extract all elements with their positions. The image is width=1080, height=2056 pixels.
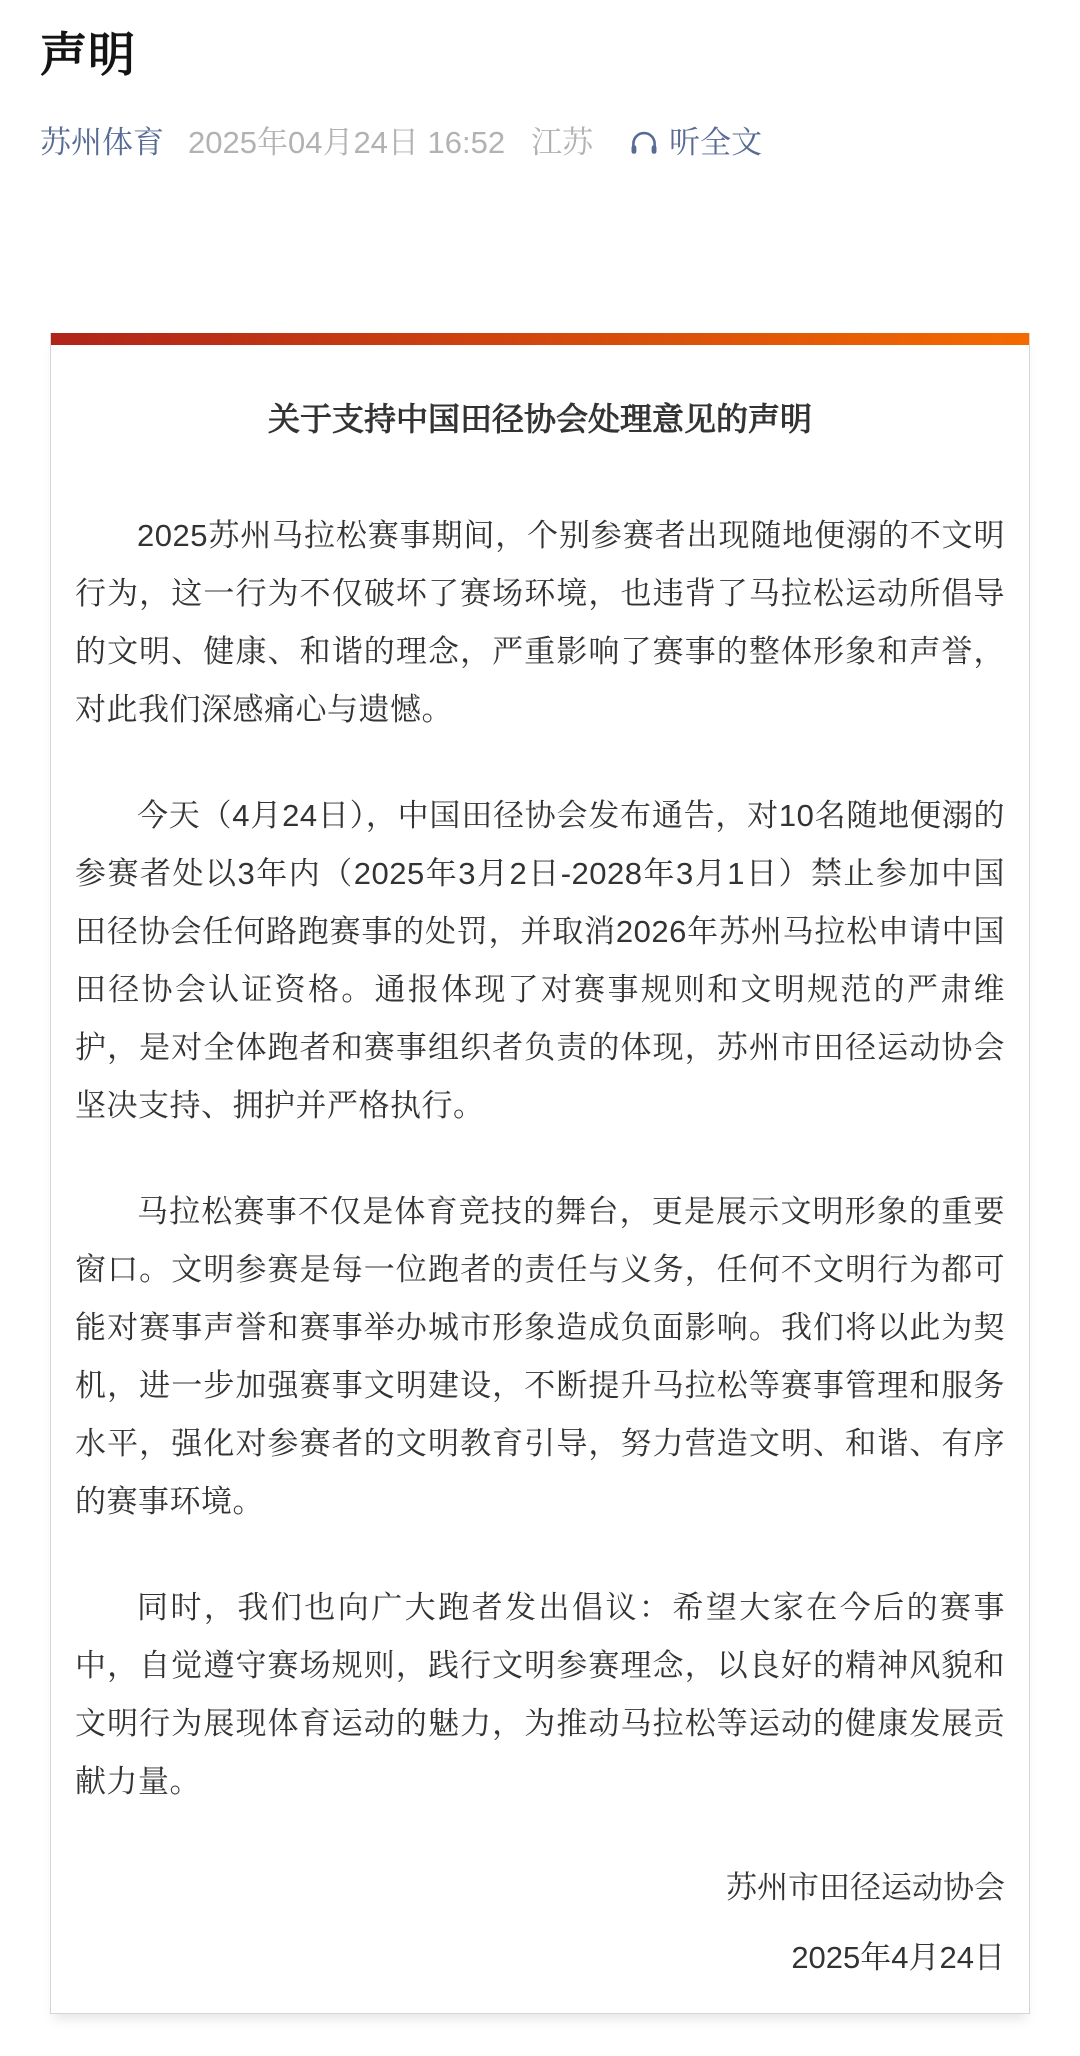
- account-link[interactable]: 苏州体育: [40, 124, 164, 160]
- signature: 苏州市田径运动协会: [726, 1869, 1005, 1905]
- statement-paragraph: 马拉松赛事不仅是体育竞技的舞台，更是展示文明形象的重要窗口。文明参赛是每一位跑者的责任与义务，任何不文明行为都可能对赛事声誉和赛事举办城市形象造成负面影响。我们将以此为契机，进一步加强赛事文明建设，不断提升马拉松等赛事管理和服务水平，强化对参赛者的文明教育引导，努力营造文明、和谐、有序的赛事环境。: [75, 1193, 1005, 1519]
- byline: [40, 121, 1080, 165]
- sign-date: 2025年4月24日: [791, 1939, 1005, 1975]
- gradient-bar: [51, 333, 1029, 345]
- listen-button[interactable]: [627, 121, 762, 165]
- statement-body: [51, 345, 1029, 2013]
- page-title: 声明: [40, 28, 136, 81]
- publish-date: 2025年04月24日 16:52: [188, 124, 506, 160]
- location-label: 江苏: [531, 124, 594, 160]
- statement-paragraph: 今天（4月24日），中国田径协会发布通告，对10名随地便溺的参赛者处以3年内（2025年3月2日-2028年3月1日）禁止参加中国田径协会任何路跑赛事的处罚，并取消2026年苏州马拉松申请中国田径协会认证资格。通报体现了对赛事规则和文明规范的严肃维护，是对全体跑者和赛事组织者负责的体现，苏州市田径运动协会坚决支持、拥护并严格执行。: [75, 797, 1005, 1123]
- statement-box: [50, 333, 1030, 2014]
- statement-paragraphs: [75, 507, 1005, 1811]
- headphones-icon: [627, 126, 669, 160]
- statement-paragraph: 同时，我们也向广大跑者发出倡议：希望大家在今后的赛事中，自觉遵守赛场规则，践行文明参赛理念，以良好的精神风貌和文明行为展现体育运动的魅力，为推动马拉松等运动的健康发展贡献力量。: [75, 1589, 1005, 1799]
- statement-paragraph: 2025苏州马拉松赛事期间，个别参赛者出现随地便溺的不文明行为，这一行为不仅破坏了赛场环境，也违背了马拉松运动所倡导的文明、健康、和谐的理念，严重影响了赛事的整体形象和声誉，对此我们深感痛心与遗憾。: [75, 517, 1005, 727]
- statement-title: 关于支持中国田径协会处理意见的声明: [267, 400, 812, 437]
- listen-label: 听全文: [669, 124, 763, 160]
